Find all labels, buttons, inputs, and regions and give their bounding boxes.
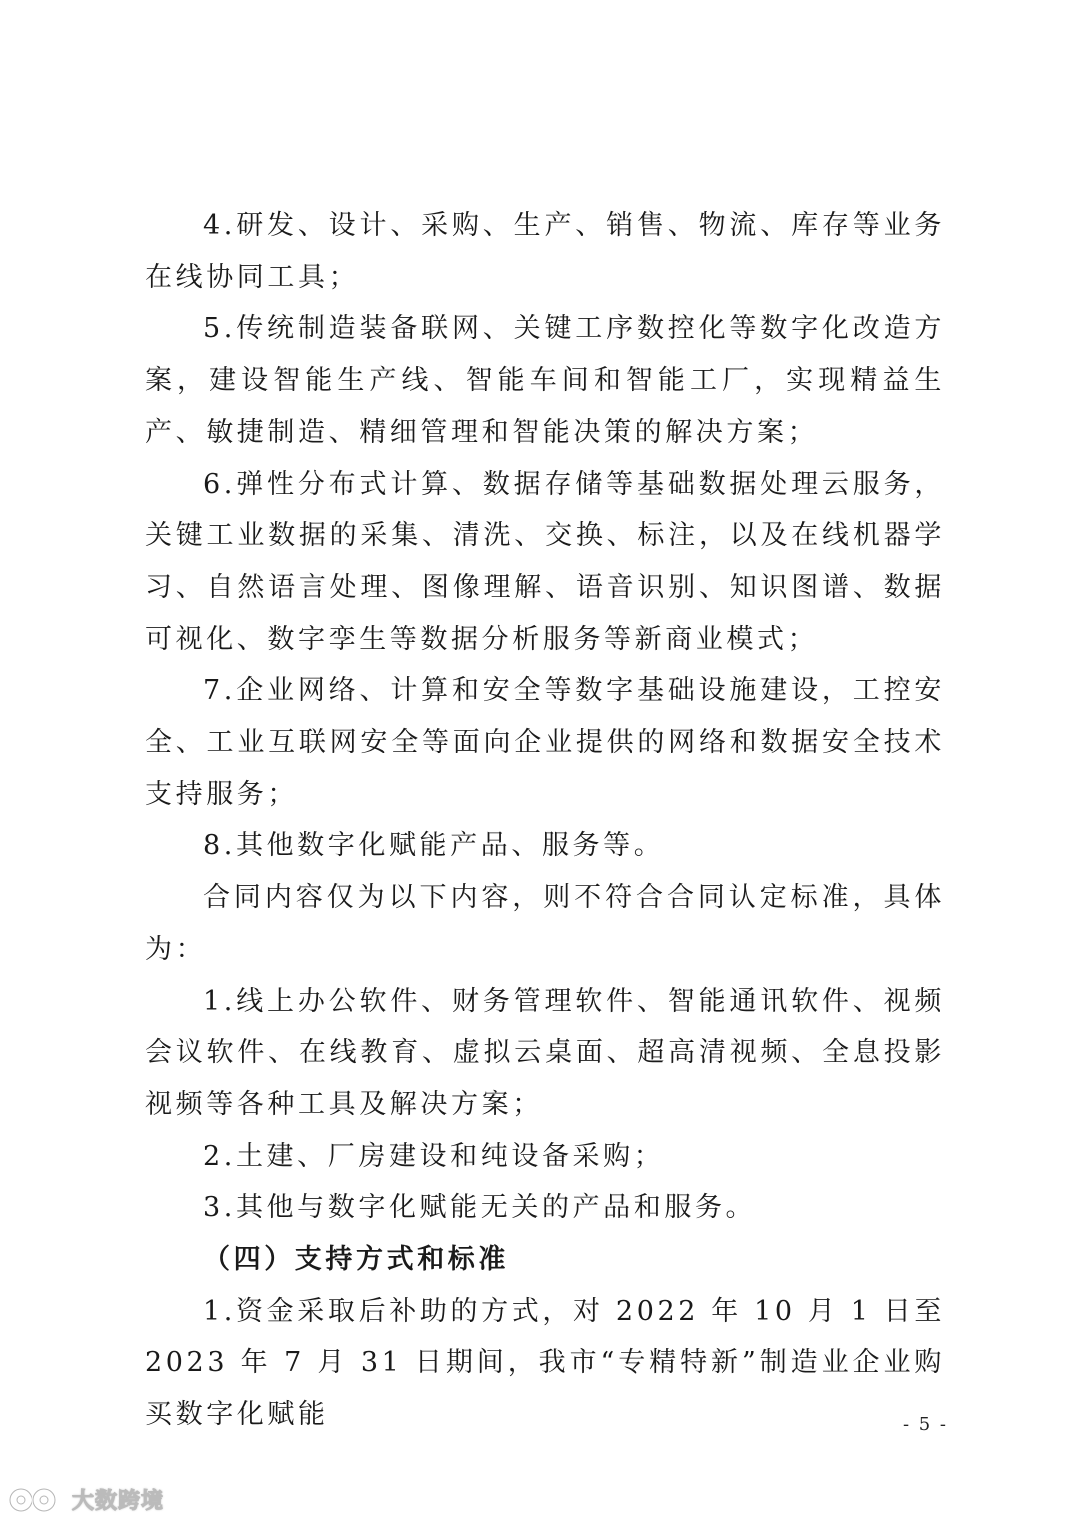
weibo-eyes-logo-icon — [8, 1487, 66, 1513]
paragraph-support-1: 1.资金采取后补助的方式，对 2022 年 10 月 1 日至 2023 年 7 月 31 日期间，我市“专精特新”制造业企业购买数字化赋能 — [145, 1295, 945, 1431]
watermark-text: 大数跨境 — [72, 1489, 165, 1514]
paragraph-item-5: 5.传统制造装备联网、关键工序数控化等数字化改造方案，建设智能生产线、智能车间和智能工厂，实现精益生产、敏捷制造、精细管理和智能决策的解决方案； — [145, 313, 945, 448]
paragraph-exclusion-2: 2.土建、厂房建设和纯设备采购； — [203, 1140, 665, 1172]
document-body — [145, 200, 945, 1441]
paragraph-item-6: 6.弹性分布式计算、数据存储等基础数据处理云服务，关键工业数据的采集、清洗、交换、标注，以及在线机器学习、自然语言处理、图像理解、语音识别、知识图谱、数据可视化、数字孪生等数据分析服务等新商业模式； — [145, 468, 945, 655]
paragraph-exclusion-intro: 合同内容仅为以下内容，则不符合合同认定标准，具体为： — [145, 882, 945, 965]
paragraph-item-4: 4.研发、设计、采购、生产、销售、物流、库存等业务在线协同工具； — [145, 210, 945, 293]
page-number: - 5 - — [902, 1414, 948, 1435]
paragraph-exclusion-3: 3.其他与数字化赋能无关的产品和服务。 — [203, 1192, 757, 1224]
watermark — [8, 1484, 164, 1515]
section-heading: （四）支持方式和标准 — [203, 1244, 509, 1276]
paragraph-item-7: 7.企业网络、计算和安全等数字基础设施建设，工控安全、工业互联网安全等面向企业提供的网络和数据安全技术支持服务； — [145, 675, 945, 810]
paragraph-exclusion-1: 1.线上办公软件、财务管理软件、智能通讯软件、视频会议软件、在线教育、虚拟云桌面、超高清视频、全息投影视频等各种工具及解决方案； — [145, 985, 945, 1120]
paragraph-item-8: 8.其他数字化赋能产品、服务等。 — [203, 830, 665, 862]
